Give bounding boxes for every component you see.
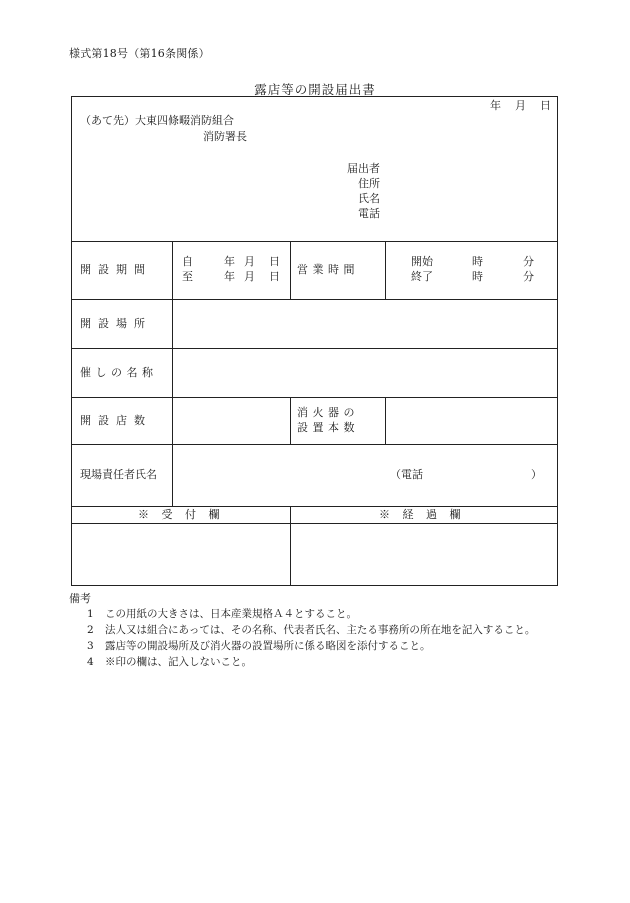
note-number: 4	[87, 656, 94, 668]
addressee-title: 消防署長	[203, 130, 247, 143]
addressee: （あて先）大東四條畷消防組合	[80, 114, 234, 127]
label-column-divider	[172, 241, 173, 506]
hours-start-minute: 分	[523, 255, 534, 268]
mid-column-divider	[385, 397, 386, 444]
mid-column-divider	[290, 397, 291, 444]
row-divider	[72, 299, 557, 300]
period-from-day: 日	[269, 255, 280, 268]
period-to-year: 年	[224, 270, 235, 283]
applicant-label: 届出者	[347, 162, 380, 175]
note-text: 法人又は組合にあっては、その名称、代表者氏名、主たる事務所の所在地を記入すること。	[105, 624, 536, 636]
extinguisher-label-line1: 消火器の	[297, 406, 359, 419]
period-from-month: 月	[244, 255, 255, 268]
manager-phone-close: ）	[531, 468, 542, 481]
period-from-year: 年	[224, 255, 235, 268]
manager-label: 現場責任者氏名	[80, 468, 157, 481]
notification-form	[71, 96, 558, 586]
note-text: この用紙の大きさは、日本産業規格Ａ４とすること。	[105, 608, 357, 620]
manager-phone-open: （電話	[390, 468, 423, 481]
date-month-label: 月	[515, 99, 526, 112]
reception-column-header: ※ 受 付 欄	[138, 508, 224, 521]
row-divider	[72, 348, 557, 349]
period-to-day: 日	[269, 270, 280, 283]
note-item	[87, 622, 535, 637]
notes-label: 備考	[69, 592, 91, 605]
row-divider	[72, 523, 557, 524]
note-text: 露店等の開設場所及び消火器の設置場所に係る略図を添付すること。	[105, 640, 431, 652]
note-text: ※印の欄は、記入しないこと。	[105, 656, 252, 668]
location-label: 開設場所	[80, 317, 152, 330]
row-divider	[72, 397, 557, 398]
progress-column-header: ※ 経 過 欄	[379, 508, 465, 521]
office-column-divider	[290, 506, 291, 586]
extinguisher-label-line2: 設置本数	[297, 421, 359, 434]
event-name-label: 催しの名称	[80, 366, 158, 379]
mid-column-divider	[290, 241, 291, 299]
period-from-prefix: 自	[182, 255, 193, 268]
note-item	[87, 606, 357, 621]
period-to-month: 月	[244, 270, 255, 283]
hours-end-prefix: 終了	[411, 270, 433, 283]
row-divider	[72, 241, 557, 242]
date-year-label: 年	[490, 99, 501, 112]
note-number: 2	[87, 624, 94, 636]
note-number: 3	[87, 640, 94, 652]
hours-end-hour: 時	[472, 270, 483, 283]
period-to-prefix: 至	[182, 270, 193, 283]
row-divider	[72, 444, 557, 445]
row-divider	[72, 506, 557, 507]
applicant-address-label: 住所	[358, 177, 380, 190]
note-item	[87, 654, 252, 669]
applicant-name-label: 氏名	[358, 192, 380, 205]
period-label: 開設期間	[80, 263, 152, 276]
hours-end-minute: 分	[523, 270, 534, 283]
hours-start-prefix: 開始	[411, 255, 433, 268]
hours-label: 営業時間	[297, 263, 359, 276]
form-title: 露店等の開設届出書	[254, 82, 376, 97]
form-number: 様式第18号（第16条関係）	[69, 47, 210, 60]
mid-column-divider	[385, 241, 386, 299]
note-number: 1	[87, 608, 94, 620]
hours-start-hour: 時	[472, 255, 483, 268]
note-item	[87, 638, 431, 653]
applicant-phone-label: 電話	[358, 207, 380, 220]
store-count-label: 開設店数	[80, 414, 152, 427]
date-day-label: 日	[540, 99, 551, 112]
